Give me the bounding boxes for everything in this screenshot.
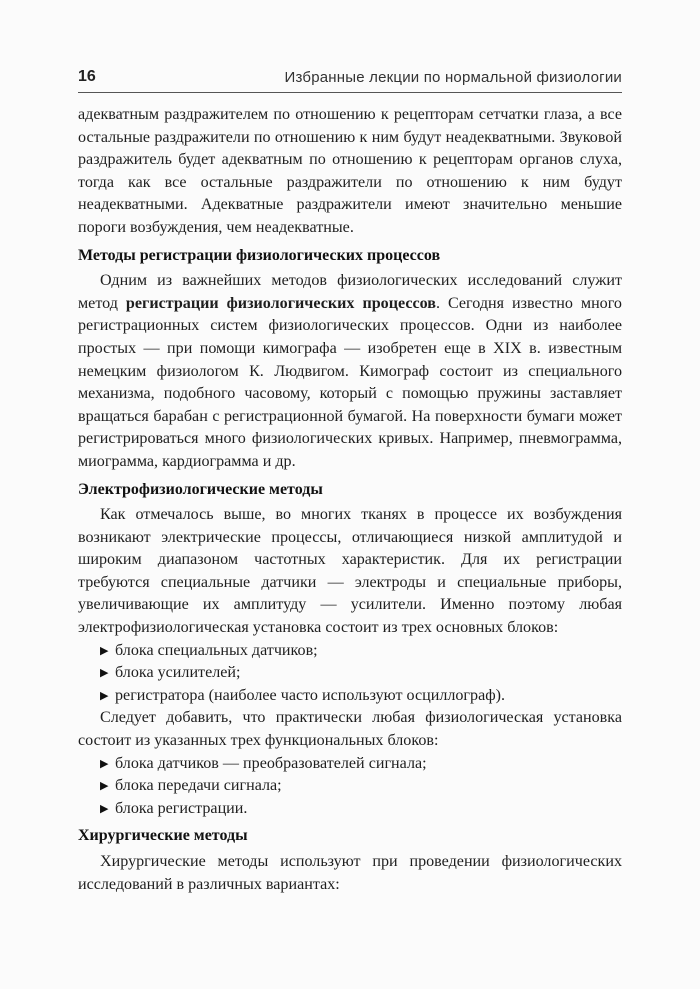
functional-blocks-list [78,753,622,821]
list-item: ▶ блока специальных датчиков; [100,640,622,663]
triangle-right-icon: ▶ [100,780,109,793]
triangle-right-icon: ▶ [100,667,109,680]
intro-paragraph: адекватным раздражителем по отношению к рецепторам сетчатки глаза, а все остальные раздражители по отношению к ним будут неадекватными. Звуковой раздражитель будет адекватным по отношению к рецепторам органов слуха, тогда как все остальные раздражители по отношению к ним будут неадекватными. Адекватные раздражители имеют значительно меньшие пороги возбуждения, чем неадекватные. [78,106,622,236]
triangle-right-icon: ▶ [100,802,109,815]
page-body [78,104,622,896]
list-item: ▶ регистратора (наиболее часто используют осциллограф). [100,685,622,708]
paragraph-text: Одним из важнейших методов физиологических исследований служит метод [78,272,622,312]
list-item: ▶ блока датчиков — преобразователей сигнала; [100,753,622,776]
registration-paragraph [78,270,622,473]
surgical-paragraph: Хирургические методы используют при проведении физиологических исследований в различных вариантах: [78,853,622,893]
section-heading-registration: Методы регистрации физиологических процессов [78,246,441,264]
triangle-right-icon: ▶ [100,757,109,770]
section-heading-surgical: Хирургические методы [78,827,248,845]
running-title: Избранные лекции по нормальной физиологии [284,69,622,86]
triangle-right-icon: ▶ [100,644,109,657]
triangle-right-icon: ▶ [100,689,109,702]
electrophysiology-paragraph: Как отмечалось выше, во многих тканях в процессе их возбуждения возникают электрические процессы, отличающиеся низкой амплитудой и широким диапазоном частотных характеристик. Для их регистрации требуются специальные датчики — электроды и специальные приборы, увеличивающие их амплитуду — усилители. Именно поэтому любая электрофизиологическая установка состоит из трех основных блоков: [78,506,622,637]
list-item: ▶ блока передачи сигнала; [100,775,622,798]
blocks-list [78,640,622,708]
page-header [78,68,622,90]
functional-blocks-paragraph: Следует добавить, что практически любая физиологическая установка состоит из указанных трех функциональных блоков: [78,709,622,750]
page-number: 16 [78,68,96,85]
bold-term: регистрации физиологических процессов [125,294,436,312]
section-heading-electrophysiology: Электрофизиологические методы [78,480,323,498]
paragraph-text: . Сегодня известно много регистрационных систем физиологических процессов. Одни из наиболее простых — при помощи кимографа — изобретен еще в XIX в. известным немецким физиологом К. Людвигом. Кимограф состоит из специального механизма, подобного часовому, который с помощью пружины заставляет вращаться барабан с регистрационной бумагой. На поверхности бумаги может регистрироваться много физиологических кривых. Например, пневмограмма, миограмма, кардиограмма и др. [78,294,622,470]
header-divider [78,92,622,93]
list-item: ▶ блока усилителей; [100,662,622,685]
list-item: ▶ блока регистрации. [100,798,622,821]
